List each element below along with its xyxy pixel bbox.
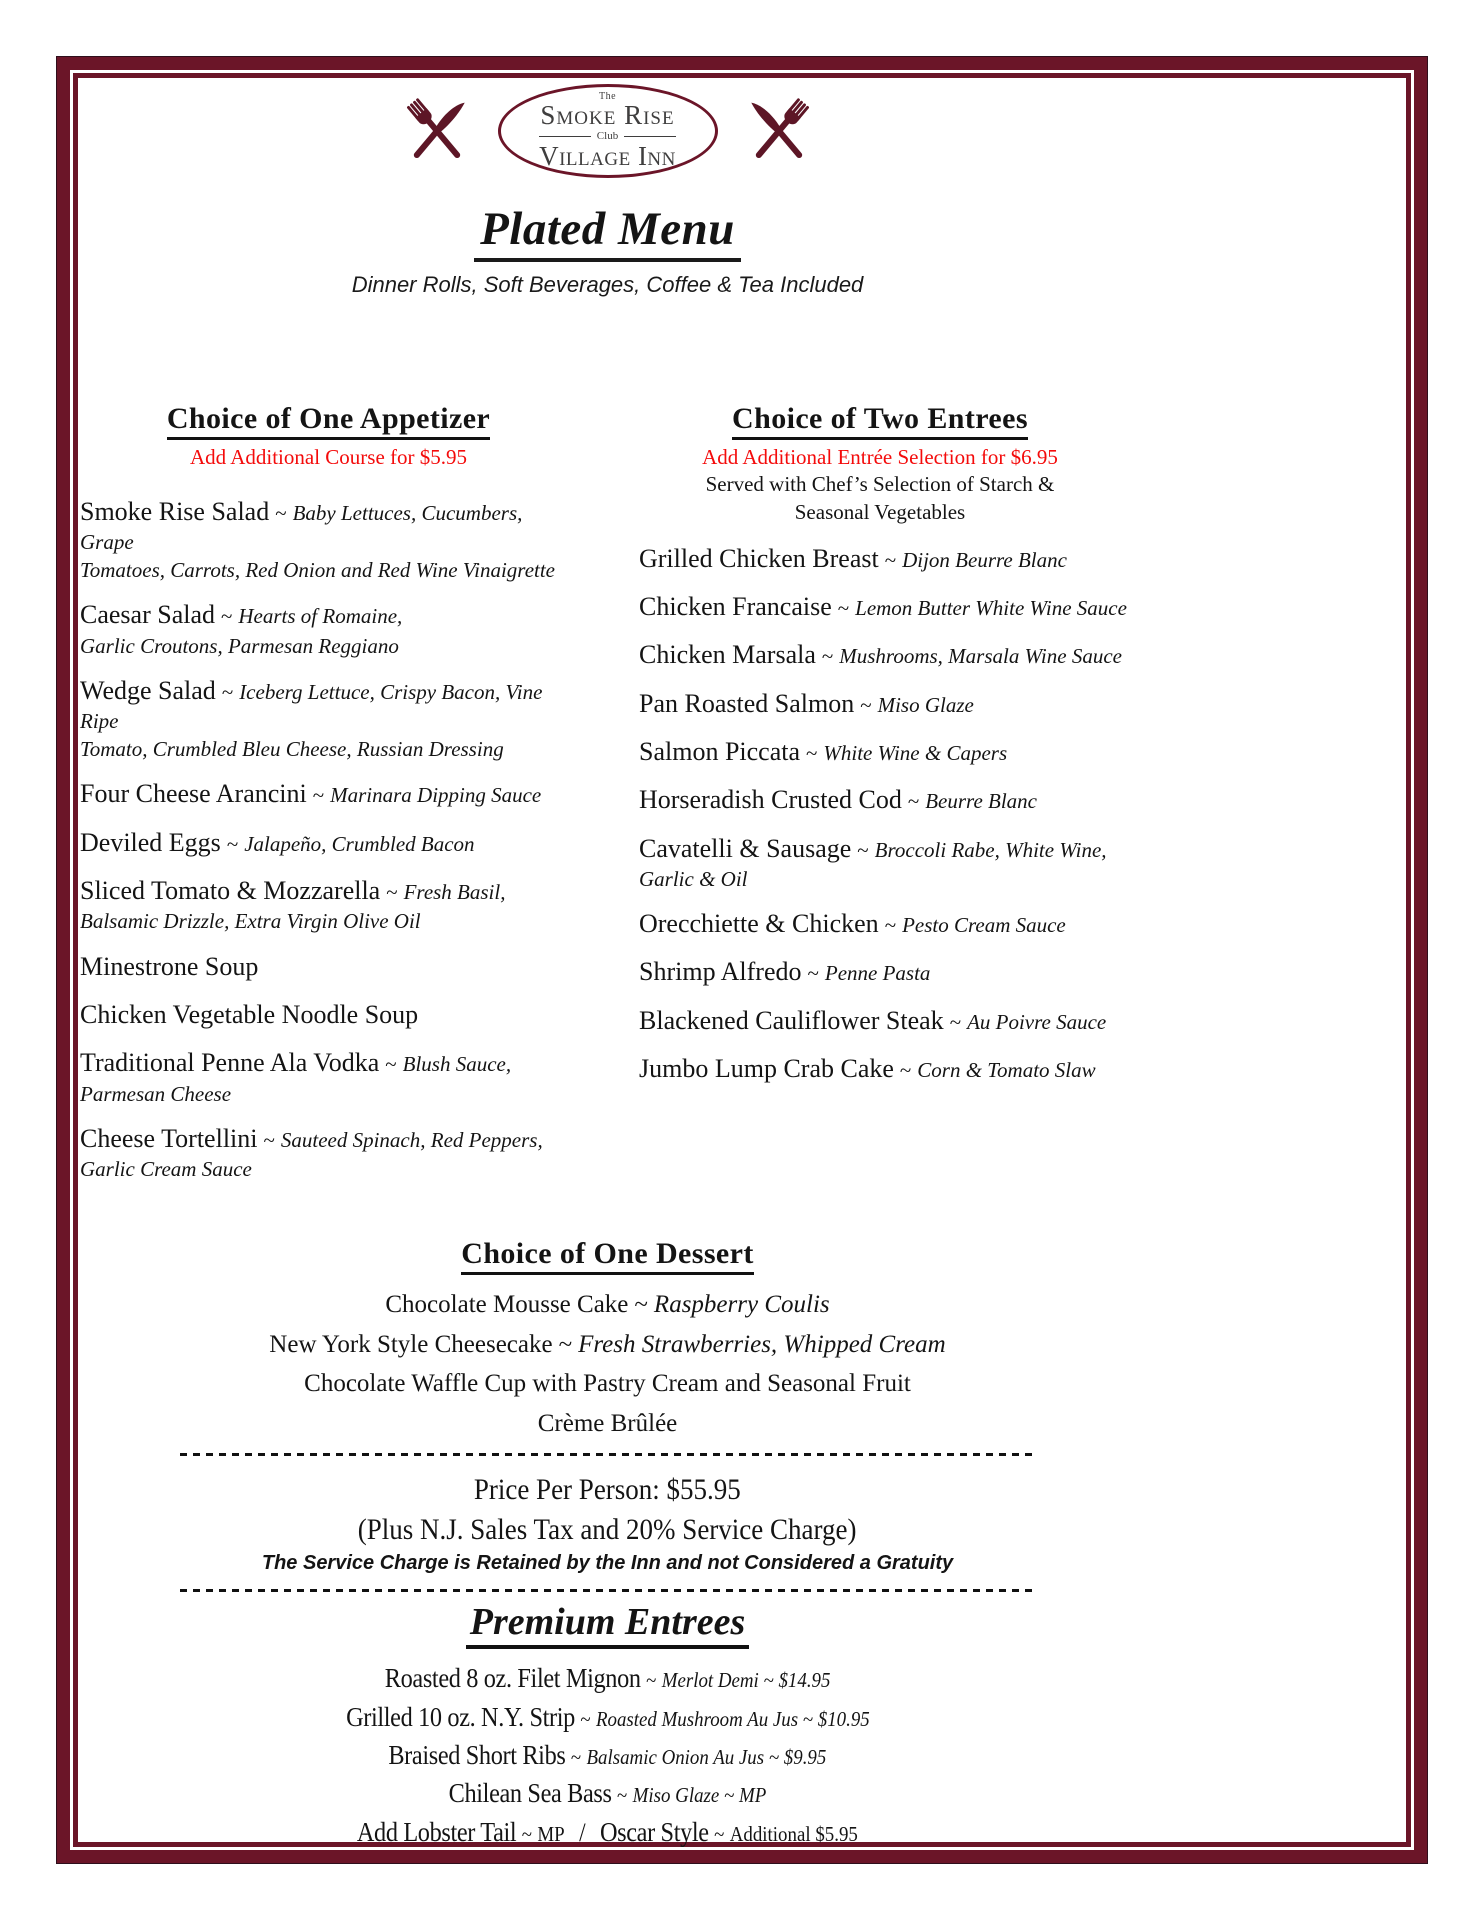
item-description: Fresh Strawberries, Whipped Cream [578, 1330, 946, 1358]
item-name: Caesar Salad [80, 600, 216, 630]
item-name: Wedge Salad [80, 676, 216, 706]
tilde-separator: ~ [521, 1821, 533, 1846]
entree-list [625, 542, 1135, 1087]
entree-section [625, 402, 1135, 1100]
appetizer-item [80, 998, 577, 1032]
item-description: Miso Glaze ~ MP [632, 1783, 767, 1808]
item-description: Roasted Mushroom Au Jus ~ $10.95 [595, 1706, 870, 1731]
dessert-item [80, 1404, 1135, 1444]
crossed-fork-knife-icon [394, 88, 480, 174]
logo-the: The [598, 90, 617, 102]
entree-item [639, 832, 1135, 894]
item-description: Corn & Tomato Slaw [917, 1058, 1096, 1083]
item-name: Chicken Francaise [639, 591, 832, 621]
item-name: Sliced Tomato & Mozzarella [80, 876, 381, 906]
entree-upsell-note: Add Additional Entrée Selection for $6.95 [702, 445, 1058, 469]
appetizer-item [80, 950, 577, 984]
item-name: Chilean Sea Bass [448, 1778, 612, 1809]
dessert-item [80, 1285, 1135, 1325]
appetizer-list [80, 495, 577, 1183]
tilde-separator: ~ [263, 1127, 275, 1152]
item-name: Horseradish Crusted Cod [639, 785, 902, 815]
item-description: White Wine & Capers [823, 740, 1008, 765]
item-name: Orecchiette & Chicken [639, 909, 879, 939]
appetizer-upsell-note: Add Additional Course for $5.95 [189, 445, 468, 469]
tilde-separator: ~ [275, 501, 287, 526]
dashed-divider [180, 1453, 1035, 1456]
tilde-separator: ~ [645, 1668, 657, 1693]
tilde-separator: ~ [837, 595, 850, 620]
item-name: Minestrone Soup [80, 951, 259, 981]
item-description: Penne Pasta [824, 961, 931, 986]
tilde-separator: ~ [634, 1291, 648, 1319]
item-description: Baby Lettuces, Cucumbers, Grape [80, 501, 523, 555]
entree-item [639, 542, 1135, 576]
dessert-item [80, 1325, 1135, 1365]
gratuity-note: The Service Charge is Retained by the Inn and not Considered a Gratuity [261, 1552, 954, 1575]
appetizer-item [80, 674, 577, 763]
appetizer-item [80, 1046, 577, 1108]
entree-heading: Choice of Two Entrees [732, 402, 1028, 440]
tilde-separator: ~ [617, 1783, 628, 1808]
tilde-separator: ~ [806, 740, 818, 765]
item-name: Cheese Tortellini [80, 1123, 258, 1153]
entree-served-note-line1: Served with Chef’s Selection of Starch & [705, 472, 1055, 497]
tax-service-note: (Plus N.J. Sales Tax and 20% Service Charge) [358, 1513, 857, 1547]
entree-item [639, 1004, 1135, 1038]
appetizer-item [80, 874, 577, 936]
dashed-divider [180, 1589, 1035, 1592]
item-description: Lemon Butter White Wine Sauce [855, 595, 1127, 620]
logo-row [80, 84, 1135, 178]
logo-inn-name: Village Inn [539, 140, 676, 171]
item-description-line2: Tomato, Crumbled Bleu Cheese, Russian Dressing [80, 737, 504, 762]
addon-name: Oscar Style [600, 1816, 709, 1847]
item-description-line2: Tomatoes, Carrots, Red Onion and Red Wine Vinaigrette [80, 558, 556, 583]
tilde-separator: ~ [821, 644, 834, 669]
item-name: Chicken Marsala [639, 640, 816, 670]
premium-list [80, 1659, 1135, 1851]
item-name: Roasted 8 oz. Filet Mignon [384, 1663, 641, 1694]
entree-served-note-line2: Seasonal Vegetables [794, 500, 966, 525]
item-description: Balsamic Onion Au Jus ~ $9.95 [586, 1745, 827, 1770]
addon-value: MP [537, 1821, 565, 1846]
item-description: Pesto Cream Sauce [902, 913, 1066, 938]
dessert-heading: Choice of One Dessert [461, 1237, 754, 1275]
entree-item [639, 687, 1135, 721]
appetizer-item [80, 598, 577, 660]
appetizer-item [80, 495, 577, 584]
item-description: Blush Sauce, [402, 1052, 512, 1077]
slash-separator: / [579, 1817, 586, 1847]
item-name: Shrimp Alfredo [639, 957, 802, 987]
item-name: Cavatelli & Sausage [639, 833, 852, 863]
item-description: Marinara Dipping Sauce [330, 783, 542, 808]
tilde-separator: ~ [949, 1009, 962, 1034]
appetizer-item [80, 777, 577, 811]
item-description: Miso Glaze [877, 692, 974, 717]
item-description-line2: Garlic Cream Sauce [80, 1157, 252, 1182]
item-description: Fresh Basil, [403, 880, 506, 905]
page-title: Plated Menu [474, 202, 741, 262]
dessert-section [80, 1237, 1135, 1443]
item-name: Deviled Eggs [80, 827, 221, 857]
appetizer-item [80, 826, 577, 860]
premium-item [80, 1736, 1135, 1774]
appetizer-heading: Choice of One Appetizer [167, 402, 490, 440]
tilde-separator: ~ [558, 1330, 573, 1358]
page-subtitle: Dinner Rolls, Soft Beverages, Coffee & Tea Included [351, 272, 864, 297]
dessert-list [80, 1285, 1135, 1443]
item-description-line2: Garlic Croutons, Parmesan Reggiano [80, 633, 399, 658]
tilde-separator: ~ [386, 880, 398, 905]
item-description-line2: Garlic & Oil [639, 866, 748, 891]
menu-page [80, 84, 1135, 1852]
item-description: Au Poivre Sauce [967, 1009, 1107, 1034]
logo-club-row [539, 131, 676, 142]
entree-item [639, 955, 1135, 989]
entree-item [639, 590, 1135, 624]
entree-item [639, 907, 1135, 941]
item-description: Raspberry Coulis [653, 1291, 830, 1319]
item-description: Iceberg Lettuce, Crispy Bacon, Vine Ripe [80, 680, 543, 734]
premium-heading: Premium Entrees [466, 1600, 750, 1649]
item-name: Grilled Chicken Breast [639, 543, 879, 573]
dessert-item [80, 1364, 1135, 1404]
appetizer-item [80, 1122, 577, 1184]
item-name: Braised Short Ribs [388, 1740, 566, 1771]
item-name: Chicken Vegetable Noodle Soup [80, 999, 419, 1029]
item-name: Smoke Rise Salad [80, 497, 270, 527]
item-name: Traditional Penne Ala Vodka [80, 1048, 380, 1078]
entree-item [639, 735, 1135, 769]
item-description: Broccoli Rabe, White Wine, [874, 837, 1107, 862]
item-description: Mushrooms, Marsala Wine Sauce [839, 644, 1122, 669]
appetizer-section [80, 402, 577, 1197]
item-name: Salmon Piccata [639, 736, 801, 766]
premium-addons [80, 1813, 1135, 1852]
item-description: Beurre Blanc [925, 789, 1038, 814]
item-description-line2: Balsamic Drizzle, Extra Virgin Olive Oil [80, 909, 421, 934]
tilde-separator: ~ [714, 1821, 725, 1846]
item-name: Chocolate Waffle Cup with Pastry Cream and Seasonal Fruit [304, 1370, 911, 1398]
premium-item [80, 1659, 1135, 1697]
item-name: Chocolate Mousse Cake [385, 1291, 629, 1319]
tilde-separator: ~ [884, 913, 897, 938]
tilde-separator: ~ [221, 604, 233, 629]
item-name: Four Cheese Arancini [80, 779, 307, 809]
item-description: Merlot Demi ~ $14.95 [661, 1668, 831, 1693]
tilde-separator: ~ [579, 1706, 591, 1731]
logo-club-word: Club [596, 129, 619, 142]
tilde-separator: ~ [899, 1058, 912, 1083]
item-name: Jumbo Lump Crab Cake [639, 1054, 894, 1084]
tilde-separator: ~ [807, 961, 819, 986]
tilde-separator: ~ [571, 1745, 582, 1770]
addon-name: Add Lobster Tail [356, 1816, 517, 1847]
addon-value: Additional $5.95 [729, 1821, 859, 1846]
tilde-separator: ~ [385, 1052, 397, 1077]
entree-item [639, 638, 1135, 672]
tilde-separator: ~ [226, 831, 239, 856]
logo-rule-right [624, 136, 676, 137]
price-per-person: Price Per Person: $55.95 [474, 1473, 741, 1507]
premium-item [80, 1774, 1135, 1812]
tilde-separator: ~ [860, 692, 872, 717]
premium-section [80, 1600, 1135, 1851]
item-name: Blackened Cauliflower Steak [639, 1005, 944, 1035]
item-name: Pan Roasted Salmon [639, 688, 855, 718]
pricing-section [80, 1472, 1135, 1575]
tilde-separator: ~ [884, 547, 897, 572]
item-name: Crème Brûlée [537, 1409, 678, 1437]
item-description: Dijon Beurre Blanc [902, 547, 1067, 572]
tilde-separator: ~ [907, 789, 920, 814]
item-description: Jalapeño, Crumbled Bacon [244, 831, 475, 856]
entree-item [639, 783, 1135, 817]
menu-columns [80, 402, 1135, 1197]
item-description: Hearts of Romaine, [238, 604, 403, 629]
tilde-separator: ~ [221, 680, 234, 705]
logo-rule-left [539, 136, 591, 137]
tilde-separator: ~ [857, 837, 869, 862]
premium-item [80, 1698, 1135, 1736]
tilde-separator: ~ [312, 783, 325, 808]
item-description-line2: Parmesan Cheese [80, 1081, 232, 1106]
item-description: Sauteed Spinach, Red Peppers, [280, 1127, 543, 1152]
logo-club-name: Smoke Rise [540, 99, 675, 130]
item-name: New York Style Cheesecake [269, 1330, 553, 1358]
club-logo [498, 84, 718, 178]
item-name: Grilled 10 oz. N.Y. Strip [345, 1701, 575, 1732]
crossed-fork-knife-icon [736, 88, 822, 174]
entree-item [639, 1052, 1135, 1086]
